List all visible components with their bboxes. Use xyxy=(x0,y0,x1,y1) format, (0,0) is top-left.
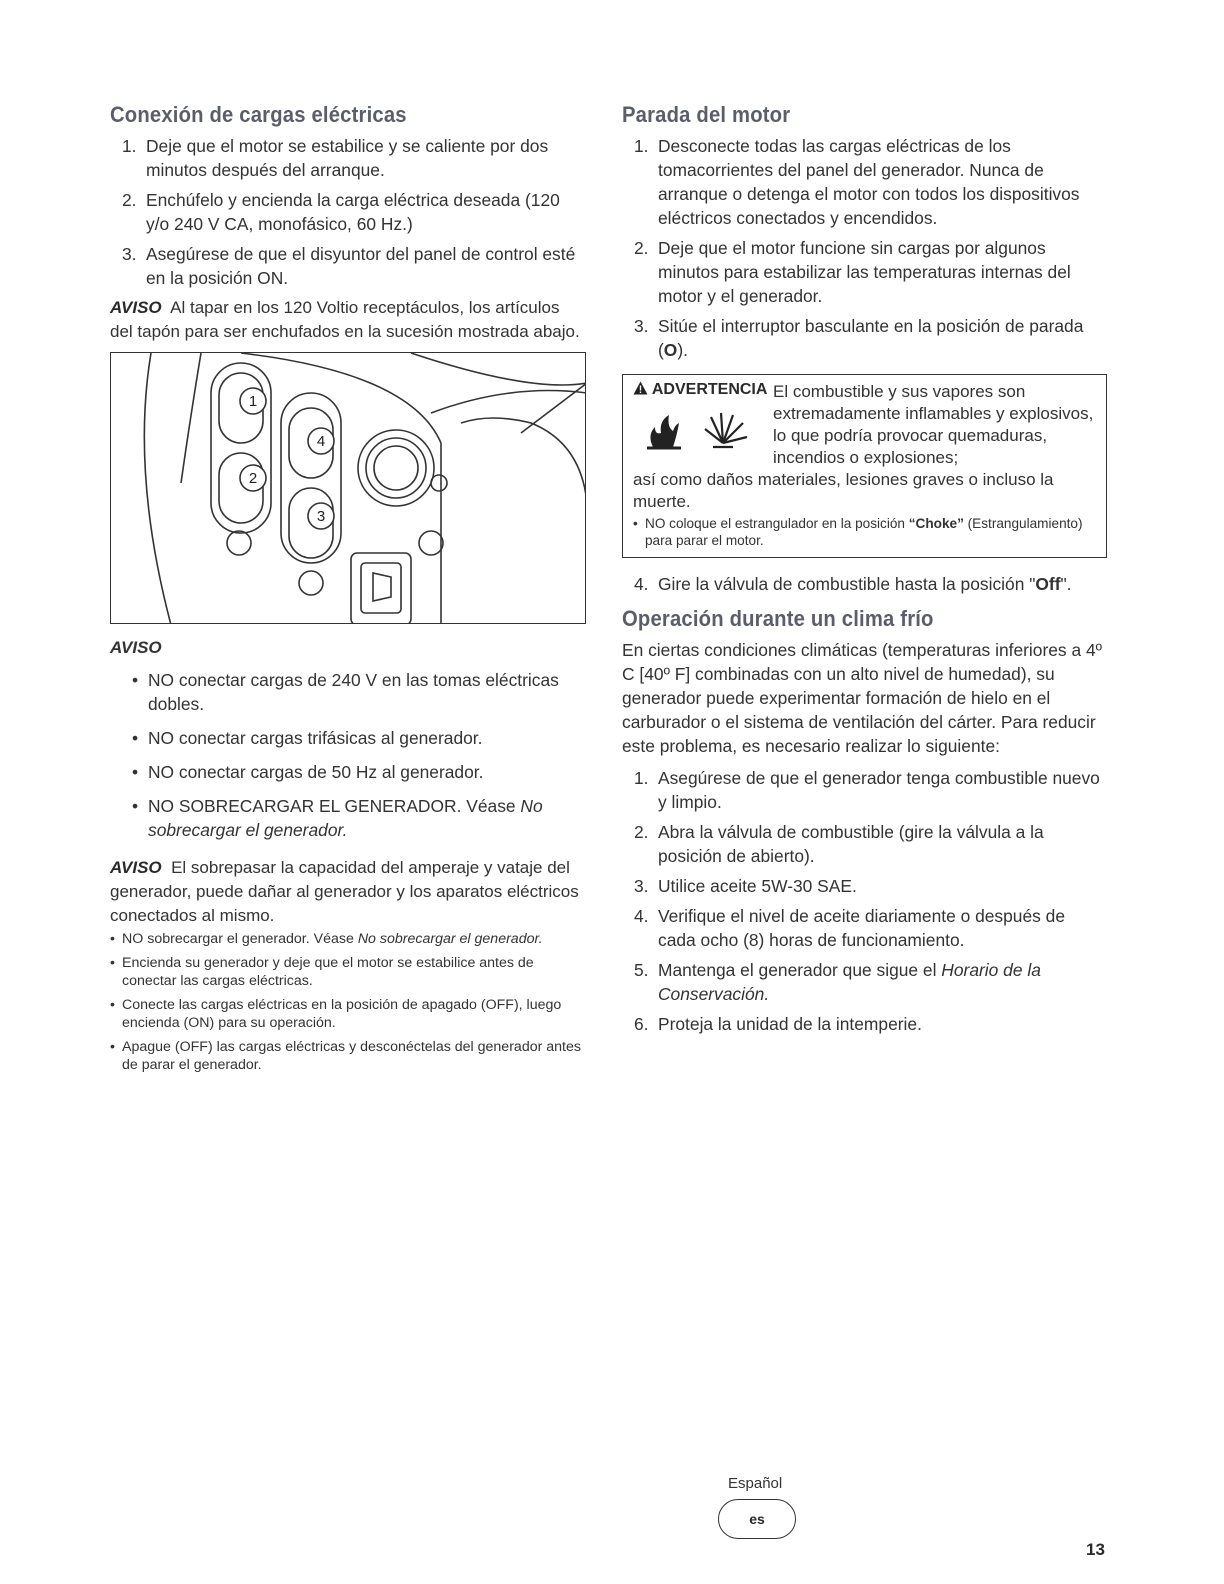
section-title-parada: Parada del motor xyxy=(622,102,791,127)
list-item: 6. Proteja la unidad de la intemperie. xyxy=(634,1014,922,1034)
aviso-receptaculos: AVISO Al tapar en los 120 Voltio receptáculos, los artículos del tapón para ser enchufados en la sucesión mostrada abajo. xyxy=(110,298,580,341)
right-column xyxy=(622,100,1107,1042)
warning-box xyxy=(622,374,1107,558)
footer-language: Español xyxy=(728,1475,783,1492)
warning-title: ADVERTENCIA xyxy=(651,381,768,398)
list-item: 2. Enchúfelo y encienda la carga eléctrica deseada (120 y/o 240 V CA, monofásico, 60 Hz.) xyxy=(122,190,560,234)
list-item: • Conecte las cargas eléctricas en la posición de apagado (OFF), luego encienda (ON) para su operación. xyxy=(110,996,586,1032)
explosion-icon xyxy=(705,413,747,447)
list-item: • Apague (OFF) las cargas eléctricas y desconéctelas del generador antes de parar el generador. xyxy=(110,1038,586,1074)
list-item: 3. Sitúe el interruptor basculante en la posición de parada (O). xyxy=(634,316,1084,360)
warning-bullet: • NO coloque el estrangulador en la posición “Choke” (Estrangulamiento) para parar el motor. xyxy=(633,515,1096,549)
section-title-frio: Operación durante un clima frío xyxy=(622,606,934,631)
list-item: 4. Verifique el nivel de aceite diariamente o después de cada ocho (8) horas de funcionamiento. xyxy=(634,906,1066,950)
warning-tail: así como daños materiales, lesiones graves o incluso la muerte. xyxy=(633,470,1054,511)
parada-step-4 xyxy=(622,572,1107,596)
warning-body: El combustible y sus vapores son extremadamente inflamables y explosivos, lo que podría provocar quemaduras, incendios o explosiones; xyxy=(773,382,1094,467)
warning-icons xyxy=(633,381,773,469)
list-item: • Encienda su generador y deje que el motor se estabilice antes de conectar las cargas eléctricas. xyxy=(110,954,586,990)
list-item: • NO sobrecargar el generador. Véase No sobrecargar el generador. xyxy=(110,930,586,948)
list-item: • NO SOBRECARGAR EL GENERADOR. Véase No sobrecargar el generador. xyxy=(132,794,586,842)
aviso-sobrepasar: AVISO El sobrepasar la capacidad del amperaje y vataje del generador, puede dañar al generador y los aparatos eléctricos conectados al mismo. xyxy=(110,858,579,925)
frio-intro: En ciertas condiciones climáticas (temperaturas inferiores a 4º C [40º F] combinadas con un alto nivel de humedad), su generador puede experimentar formación de hielo en el carburador o el sistema de ventilación del cárter. Para reducir este problema, es necesario realizar lo siguiente: xyxy=(622,640,1102,756)
list-item: 3. Asegúrese de que el disyuntor del panel de control esté en la posición ON. xyxy=(122,244,576,288)
list-item: • NO conectar cargas de 50 Hz al generador. xyxy=(132,760,586,784)
fire-explosion-icons xyxy=(633,407,753,451)
section-title-conexion: Conexión de cargas eléctricas xyxy=(110,102,407,127)
list-item: • NO conectar cargas de 240 V en las tomas eléctricas dobles. xyxy=(132,668,586,716)
list-item: 2. Deje que el motor funcione sin cargas por algunos minutos para estabilizar las temperaturas internas del motor y el generador. xyxy=(634,238,1071,306)
list-item: 5. Mantenga el generador que sigue el Horario de la Conservación. xyxy=(634,960,1041,1004)
receptacle-label-2: 2 xyxy=(248,470,258,487)
list-item: 2. Abra la válvula de combustible (gire la válvula a la posición de abierto). xyxy=(634,822,1044,866)
list-item: 1. Deje que el motor se estabilice y se caliente por dos minutos después del arranque. xyxy=(122,136,549,180)
language-badge: es xyxy=(718,1499,796,1539)
list-item: • NO conectar cargas trifásicas al generador. xyxy=(132,726,586,750)
parada-steps xyxy=(622,134,1107,362)
receptacle-label-3: 3 xyxy=(316,508,326,525)
receptacle-label-1: 1 xyxy=(248,393,258,410)
list-item: 4. Gire la válvula de combustible hasta la posición "Off". xyxy=(634,574,1072,594)
list-item: 3. Utilice aceite 5W-30 SAE. xyxy=(634,876,857,896)
list-item: 1. Asegúrese de que el generador tenga combustible nuevo y limpio. xyxy=(634,768,1100,812)
frio-steps xyxy=(622,766,1107,1036)
receptacle-label-4: 4 xyxy=(316,433,326,450)
conexion-steps xyxy=(110,134,586,290)
page-number: 13 xyxy=(1086,1540,1105,1559)
fire-icon xyxy=(647,415,681,448)
aviso-small-bullets xyxy=(110,930,586,1074)
generator-panel-figure xyxy=(110,352,586,624)
aviso-heading: AVISO xyxy=(110,638,162,657)
aviso-bullets xyxy=(132,668,586,842)
generator-panel-illustration xyxy=(111,353,586,624)
left-column xyxy=(110,100,586,1080)
list-item: 1. Desconecte todas las cargas eléctricas de los tomacorrientes del panel del generador. Nunca de arranque o detenga el motor con todos los dispositivos eléctricos conectados y encendidos. xyxy=(634,136,1080,228)
alert-triangle-icon xyxy=(633,381,648,395)
